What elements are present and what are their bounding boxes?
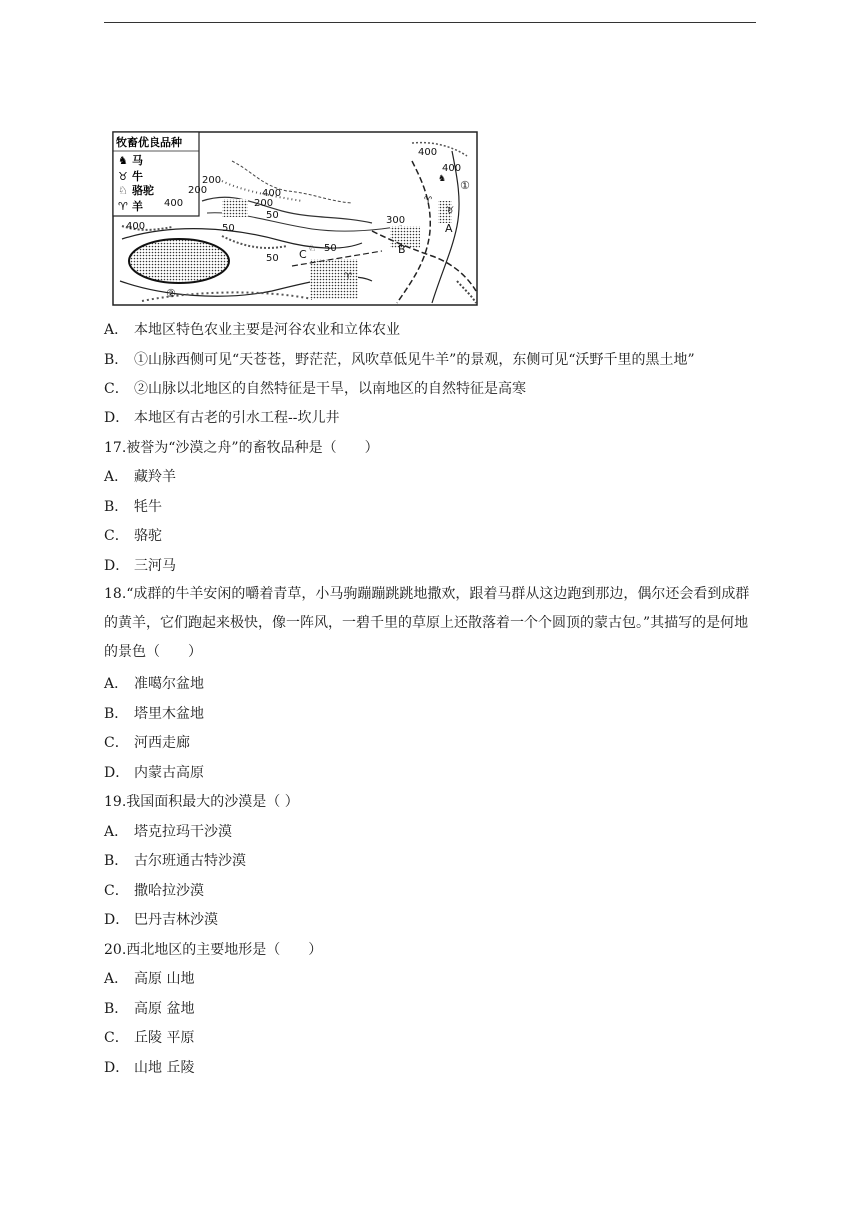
cattle-icon: ♉ [446,206,455,216]
legend-camel: 骆驼 [132,184,154,197]
header-rule [104,22,756,23]
elev-label: 50 [266,253,279,264]
elev-label: 200 [254,198,274,209]
legend-sheep: 羊 [132,200,143,213]
legend-cattle: 牛 [132,170,143,183]
q17-option-d: D． 三河马 [104,558,176,574]
q19-stem: 19.我国面积最大的沙漠是（ ） [104,794,299,810]
marker-1: ① [460,179,470,192]
q20-option-b: B． 高原 盆地 [104,1001,195,1017]
northwest-map [112,131,478,306]
horse-icon: ♞ [118,154,128,167]
q17-stem: 17.被誉为“沙漠之舟”的畜牧品种是（ ） [104,440,379,456]
tarim-basin [129,239,229,283]
q16-option-a: A． 本地区特色农业主要是河谷农业和立体农业 [104,322,400,338]
legend-title: 牧畜优良品种 [116,136,182,149]
q19-option-a: A． 塔克拉玛干沙漠 [104,824,232,840]
marker-C: C [299,248,307,261]
elev-label: 50 [324,243,337,254]
marker-2: ② [166,287,176,300]
q18-option-b: B． 塔里木盆地 [104,706,204,722]
legend-horse: 马 [132,154,143,167]
sheep-icon: ♈ [344,272,353,282]
camel-icon: ♘ [118,184,128,197]
q17-option-a: A． 藏羚羊 [104,469,176,485]
q19-option-d: D． 巴丹吉林沙漠 [104,912,218,928]
marker-A: A [445,222,453,235]
q19-option-b: B． 古尔班通古特沙漠 [104,853,246,869]
q20-option-c: C． 丘陵 平原 [104,1030,195,1046]
q19-option-c: C． 撒哈拉沙漠 [104,883,204,899]
q16-option-d: D． 本地区有古老的引水工程--坎儿井 [104,410,340,426]
horse-icon: ♞ [438,174,447,184]
elev-label: 400 [418,147,438,158]
sheep-icon: ♈ [424,196,433,206]
cattle-icon: ♉ [118,170,128,183]
q18-option-d: D． 内蒙古高原 [104,765,204,781]
elev-label: 300 [386,215,406,226]
q18-stem: 18.“成群的牛羊安闲的嚼着青草，小马驹蹦蹦跳跳地撒欢，跟着马群从这边跑到那边，偶尔还会看到成群的黄羊，它们跑起来极快，像一阵风，一碧千里的草原上还散落着一个个圆顶的蒙古包。”其描写的是何地的景色（ ） [104,586,750,660]
sheep-icon: ♈ [118,200,128,213]
q18-option-c: C． 河西走廊 [104,735,190,751]
camel-icon: ♘ [308,244,317,254]
elev-label: 400 [126,221,146,232]
elev-label: 200 [202,175,222,186]
elev-label: 400 [442,163,462,174]
elev-label: 50 [222,223,235,234]
q18-option-a: A． 准噶尔盆地 [104,676,204,692]
q20-option-d: D． 山地 丘陵 [104,1060,195,1076]
elev-label: 200 [188,185,208,196]
q20-stem: 20.西北地区的主要地形是（ ） [104,942,323,958]
elev-label: 400 [164,198,184,209]
marker-B: B [398,243,406,256]
q16-option-c: C． ②山脉以北地区的自然特征是干旱，以南地区的自然特征是高寒 [104,381,526,397]
q16-option-b: B． ①山脉西侧可见“天苍苍，野茫茫，风吹草低见牛羊”的景观，东侧可见“沃野千里的黑土地” [104,352,695,368]
elev-label: 400 [262,188,282,199]
q20-option-a: A． 高原 山地 [104,971,195,987]
q17-option-c: C． 骆驼 [104,528,162,544]
elev-label: 50 [266,210,279,221]
q17-option-b: B． 牦牛 [104,499,162,515]
